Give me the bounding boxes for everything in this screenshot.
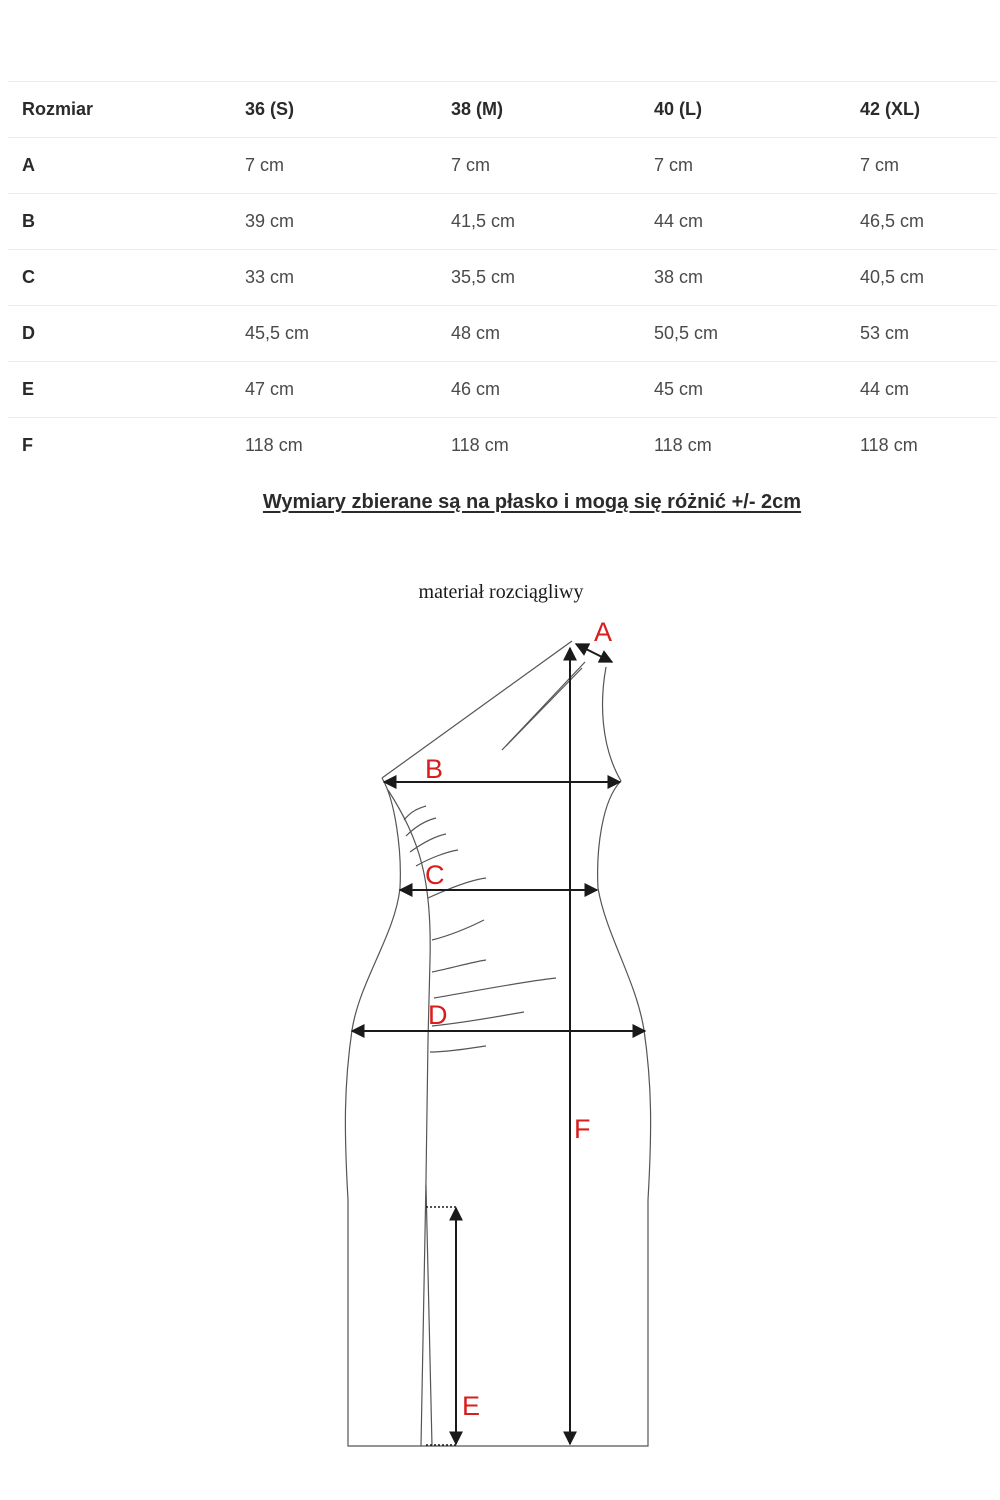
table-cell: 48 cm: [451, 306, 654, 362]
table-header-row: [8, 82, 998, 138]
header-cell: Rozmiar: [8, 82, 245, 138]
measurement-note: Wymiary zbierane są na płasko i mogą się różnić +/- 2cm: [262, 491, 802, 513]
table-cell: 46 cm: [451, 362, 654, 418]
table-cell: 118 cm: [245, 418, 451, 474]
label-f: F: [574, 1114, 591, 1144]
table-row: [8, 362, 998, 418]
measurement-arrows: [352, 644, 645, 1445]
table-cell: 118 cm: [860, 418, 998, 474]
label-c: C: [425, 860, 445, 890]
row-label: A: [8, 138, 245, 194]
table-cell: 118 cm: [451, 418, 654, 474]
table-row: [8, 250, 998, 306]
table-cell: 40,5 cm: [860, 250, 998, 306]
table-cell: 44 cm: [654, 194, 860, 250]
header-cell: 40 (L): [654, 82, 860, 138]
table-cell: 44 cm: [860, 362, 998, 418]
table-cell: 7 cm: [451, 138, 654, 194]
table-cell: 38 cm: [654, 250, 860, 306]
table-cell: 41,5 cm: [451, 194, 654, 250]
header-cell: 42 (XL): [860, 82, 998, 138]
row-label: D: [8, 306, 245, 362]
dress-diagram: [0, 560, 1000, 1480]
table-cell: 50,5 cm: [654, 306, 860, 362]
row-label: F: [8, 418, 245, 474]
label-d: D: [428, 1000, 448, 1030]
row-label: E: [8, 362, 245, 418]
dress-outline: [345, 641, 650, 1446]
table-cell: 45,5 cm: [245, 306, 451, 362]
table-row: [8, 194, 998, 250]
table-cell: 39 cm: [245, 194, 451, 250]
label-a: A: [594, 617, 613, 647]
table-row: [8, 138, 998, 194]
header-cell: 36 (S): [245, 82, 451, 138]
table-cell: 53 cm: [860, 306, 998, 362]
label-b: B: [425, 754, 444, 784]
table-cell: 46,5 cm: [860, 194, 998, 250]
diagram-caption: materiał rozciągliwy: [418, 581, 584, 603]
table-cell: 118 cm: [654, 418, 860, 474]
measurement-labels: [425, 617, 612, 1421]
size-table: [8, 81, 998, 473]
table-cell: 7 cm: [860, 138, 998, 194]
table-cell: 33 cm: [245, 250, 451, 306]
table-row: [8, 418, 998, 474]
table-cell: 35,5 cm: [451, 250, 654, 306]
row-label: B: [8, 194, 245, 250]
row-label: C: [8, 250, 245, 306]
table-row: [8, 306, 998, 362]
table-cell: 47 cm: [245, 362, 451, 418]
table-cell: 45 cm: [654, 362, 860, 418]
table-cell: 7 cm: [654, 138, 860, 194]
table-cell: 7 cm: [245, 138, 451, 194]
label-e: E: [462, 1391, 481, 1421]
header-cell: 38 (M): [451, 82, 654, 138]
